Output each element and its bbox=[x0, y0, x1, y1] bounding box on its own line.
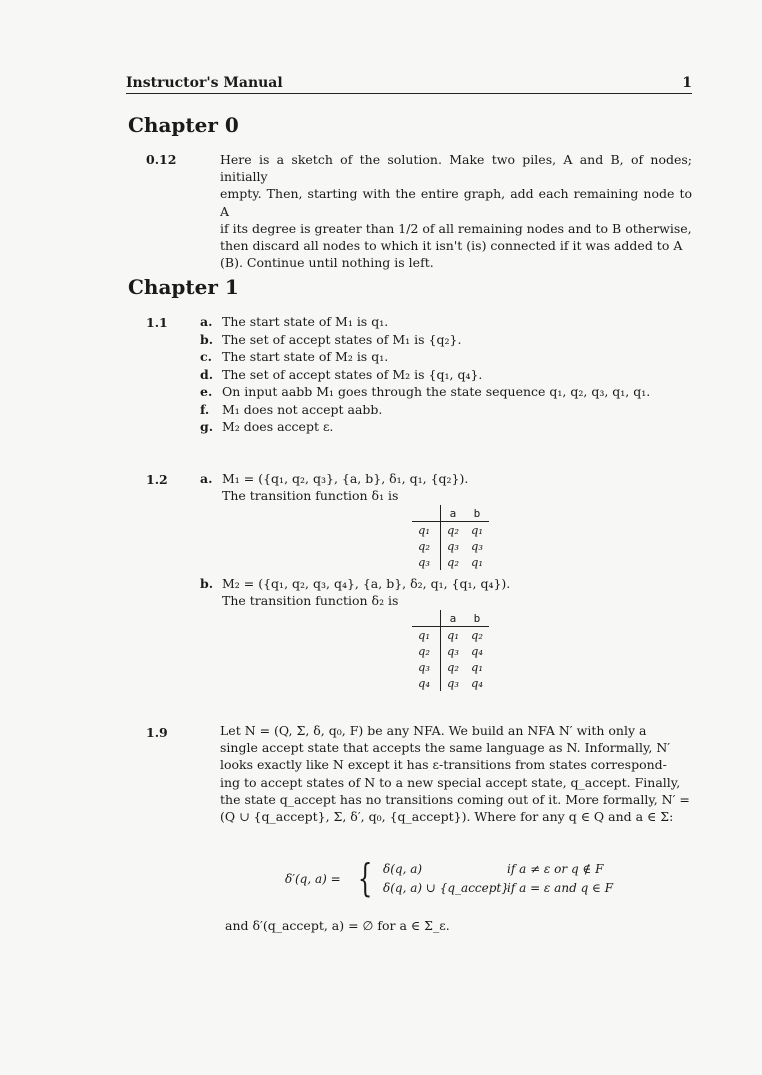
list-item bbox=[200, 313, 650, 331]
table-cell: q₂ bbox=[446, 660, 459, 674]
text-line: Here is a sketch of the solution. Make two piles, A and B, of nodes; initially bbox=[220, 152, 692, 185]
header-rule bbox=[126, 93, 692, 94]
running-header bbox=[126, 75, 692, 91]
column-header: a bbox=[440, 610, 464, 627]
transition-table-m1 bbox=[412, 505, 489, 570]
table-cell: q₃ bbox=[446, 676, 459, 690]
text-line: (Q ∪ {q_accept}, Σ, δ′, q₀, {q_accept}). Where for any q ∈ Q and a ∈ Σ: bbox=[220, 809, 674, 825]
problem-number-0-12: 0.12 bbox=[146, 152, 177, 167]
table-cell: q₃ bbox=[446, 644, 459, 658]
table-cell: q₁ bbox=[470, 660, 483, 674]
list-item bbox=[200, 331, 650, 349]
table-row bbox=[412, 522, 489, 539]
problem-number-1-9: 1.9 bbox=[146, 725, 168, 740]
item-text: The start state of M₁ is q₁. bbox=[222, 314, 389, 329]
table-cell: q₃ bbox=[470, 539, 483, 553]
case-1-condition: if a ≠ ε or q ∉ F bbox=[507, 862, 604, 876]
page-number: 1 bbox=[682, 75, 692, 91]
text-line: (B). Continue until nothing is left. bbox=[220, 255, 434, 271]
chapter-0-heading: Chapter 0 bbox=[128, 113, 239, 137]
table-cell: q₂ bbox=[446, 523, 459, 537]
state-cell: q₁ bbox=[412, 627, 440, 644]
transition-table-m2 bbox=[412, 610, 489, 691]
table-corner bbox=[412, 610, 440, 627]
case-2-value: δ(q, a) ∪ {q_accept} bbox=[383, 881, 509, 895]
table-cell: q₁ bbox=[470, 523, 483, 537]
item-label: c. bbox=[200, 349, 212, 364]
text-line: Let N = (Q, Σ, δ, q₀, F) be any NFA. We build an NFA N′ with only a bbox=[220, 723, 647, 738]
text-line: if its degree is greater than 1/2 of all remaining nodes and to B otherwise, bbox=[220, 220, 692, 236]
state-cell: q₂ bbox=[412, 538, 440, 554]
list-item bbox=[200, 401, 650, 419]
item-text: The start state of M₂ is q₁. bbox=[222, 349, 389, 364]
item-label: e. bbox=[200, 384, 213, 399]
item-text: The set of accept states of M₁ is {q₂}. bbox=[222, 331, 462, 347]
table-row bbox=[412, 554, 489, 570]
table-row bbox=[412, 643, 489, 659]
table-corner bbox=[412, 505, 440, 522]
state-cell: q₁ bbox=[412, 522, 440, 539]
problem-1-2-part-b bbox=[200, 575, 510, 593]
state-cell: q₃ bbox=[412, 554, 440, 570]
table-row bbox=[412, 538, 489, 554]
item-text: M₂ = ({q₁, q₂, q₃, q₄}, {a, b}, δ₂, q₁, {q₁, q₄}). bbox=[222, 576, 511, 591]
text-line: ing to accept states of N to a new special accept state, q_accept. Finally, bbox=[220, 774, 681, 790]
text-line: looks exactly like N except it has ε-transitions from states correspond- bbox=[220, 757, 667, 773]
problem-0-12-text bbox=[220, 151, 692, 271]
list-item bbox=[200, 348, 650, 366]
item-label: a. bbox=[200, 471, 213, 486]
left-brace-glyph: { bbox=[357, 856, 373, 900]
table-cell: q₃ bbox=[446, 539, 459, 553]
item-text: M₁ does not accept aabb. bbox=[222, 401, 383, 417]
item-label: d. bbox=[200, 366, 214, 382]
item-label: b. bbox=[200, 576, 214, 591]
column-header: b bbox=[465, 610, 489, 627]
item-label: g. bbox=[200, 419, 214, 434]
item-label: b. bbox=[200, 331, 214, 347]
header-title: Instructor's Manual bbox=[126, 75, 283, 91]
chapter-1-heading: Chapter 1 bbox=[128, 275, 239, 299]
table-cell: q₂ bbox=[446, 555, 459, 569]
item-label: a. bbox=[200, 314, 213, 329]
table-header-row bbox=[412, 505, 489, 522]
table-row bbox=[412, 627, 489, 644]
text-line: then discard all nodes to which it isn't (is) connected if it was added to A bbox=[220, 238, 683, 254]
list-item bbox=[200, 366, 650, 384]
state-cell: q₄ bbox=[412, 675, 440, 691]
text-line: the state q_accept has no transitions coming out of it. More formally, N′ = bbox=[220, 791, 690, 807]
problem-1-2-part-a bbox=[200, 470, 468, 488]
table-cell: q₁ bbox=[446, 628, 459, 642]
state-cell: q₃ bbox=[412, 659, 440, 675]
case-2-condition: if a = ε and q ∈ F bbox=[507, 881, 614, 895]
table-header-row bbox=[412, 610, 489, 627]
table-cell: q₄ bbox=[470, 676, 483, 690]
column-header: a bbox=[440, 505, 464, 522]
item-text: On input aabb M₁ goes through the state sequence q₁, q₂, q₃, q₁, q₁. bbox=[222, 384, 651, 399]
item-text: The set of accept states of M₂ is {q₁, q₄}. bbox=[222, 366, 483, 382]
formula-lhs: δ′(q, a) = bbox=[285, 872, 341, 886]
text-line: single accept state that accepts the same language as N. Informally, N′ bbox=[220, 740, 671, 756]
table-row bbox=[412, 675, 489, 691]
table-cell: q₄ bbox=[470, 644, 483, 658]
list-item bbox=[200, 383, 650, 401]
item-text: M₂ does accept ε. bbox=[222, 419, 334, 434]
text-line: empty. Then, starting with the entire graph, add each remaining node to A bbox=[220, 186, 692, 219]
table-row bbox=[412, 659, 489, 675]
problem-number-1-2: 1.2 bbox=[146, 472, 168, 487]
case-1-value: δ(q, a) bbox=[383, 862, 423, 876]
state-cell: q₂ bbox=[412, 643, 440, 659]
problem-1-9-text bbox=[220, 722, 692, 825]
table-cell: q₁ bbox=[470, 555, 483, 569]
item-label: f. bbox=[200, 401, 210, 417]
transition-function-1-caption: The transition function δ₁ is bbox=[222, 488, 399, 503]
problem-1-1-list bbox=[200, 313, 650, 436]
problem-number-1-1: 1.1 bbox=[146, 315, 168, 330]
transition-function-2-caption: The transition function δ₂ is bbox=[222, 593, 399, 608]
item-text: M₁ = ({q₁, q₂, q₃}, {a, b}, δ₁, q₁, {q₂}). bbox=[222, 471, 469, 486]
table-cell: q₂ bbox=[470, 628, 483, 642]
problem-1-9-closing: and δ′(q_accept, a) = ∅ for a ∈ Σ_ε. bbox=[225, 918, 450, 933]
list-item bbox=[200, 418, 650, 436]
column-header: b bbox=[465, 505, 489, 522]
